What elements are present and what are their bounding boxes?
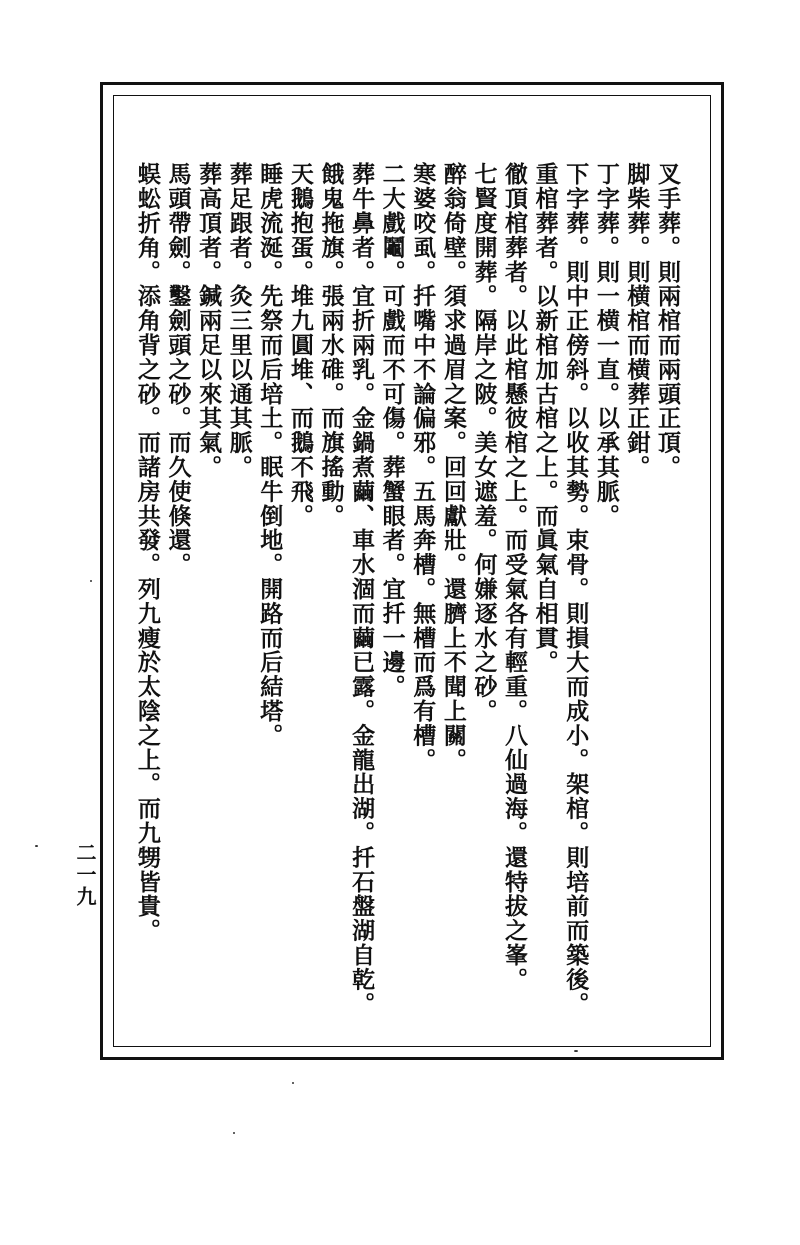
text-column: 二大戲鬮。可戲而不可傷。葬蟹眼者。宜扦一邊。 [378,162,406,699]
scan-speck [90,580,92,582]
text-column: 寒婆咬虱。扦嘴中不論偏邪。五馬奔槽。無槽而爲有槽。 [409,162,437,772]
text-column: 丁字葬。則一横一直。以承其脈。 [592,162,620,528]
text-column: 徹頂棺葬者。以此棺懸彼棺之上。而受氣各有輕重。八仙過海。還特拔之峯。 [501,162,529,992]
text-column: 叉手葬。則兩棺而兩頭正頂。 [654,162,681,480]
scan-speck [35,845,38,847]
scan-speck [233,1132,235,1134]
page-number: 二一九 [73,842,97,908]
text-column: 葬足跟者。灸三里以通其脈。 [225,162,253,480]
scan-speck [574,1050,578,1052]
text-column: 天鵝抱蛋。堆九圓堆、而鵝不飛。 [286,162,314,528]
text-column: 醉翁倚壁。須求過眉之案。回回獻壯。還臍上不聞上關。 [439,162,467,772]
text-column: 馬頭帶劍。鑿劍頭之砂。而久使倏還。 [164,162,192,577]
text-column: 睡虎流涎。先祭而后培土。眠牛倒地。開路而后結塔。 [256,162,284,748]
text-column: 蜈蚣折角。添角背之砂。而諸房共發。列九瘦於太陰之上。而九甥皆貴。 [133,162,161,943]
text-column: 重棺葬者。以新棺加古棺之上。而眞氣自相貫。 [531,162,559,675]
text-column: 脚柴葬。則横棺而横葬正鉗。 [623,162,651,480]
vertical-text-block [133,162,682,1032]
text-column: 葬高頂者。鍼兩足以來其氣。 [195,162,223,480]
text-column: 下字葬。則中正傍斜。以收其勢。束骨。則損大而成小。架棺。則培前而築後。 [562,162,590,1016]
text-column: 七賢度開葬。隔岸之陂。美女遮羞。何嫌逐水之砂。 [470,162,498,724]
text-column: 餓鬼拖旗。張兩水碓。而旗搖動。 [317,162,345,528]
text-column: 葬牛鼻者。宜折兩乳。金鍋煮繭、車水涸而繭已露。金龍出湖。扦石盤湖自乾。 [348,162,376,1016]
scan-speck [292,1082,294,1084]
